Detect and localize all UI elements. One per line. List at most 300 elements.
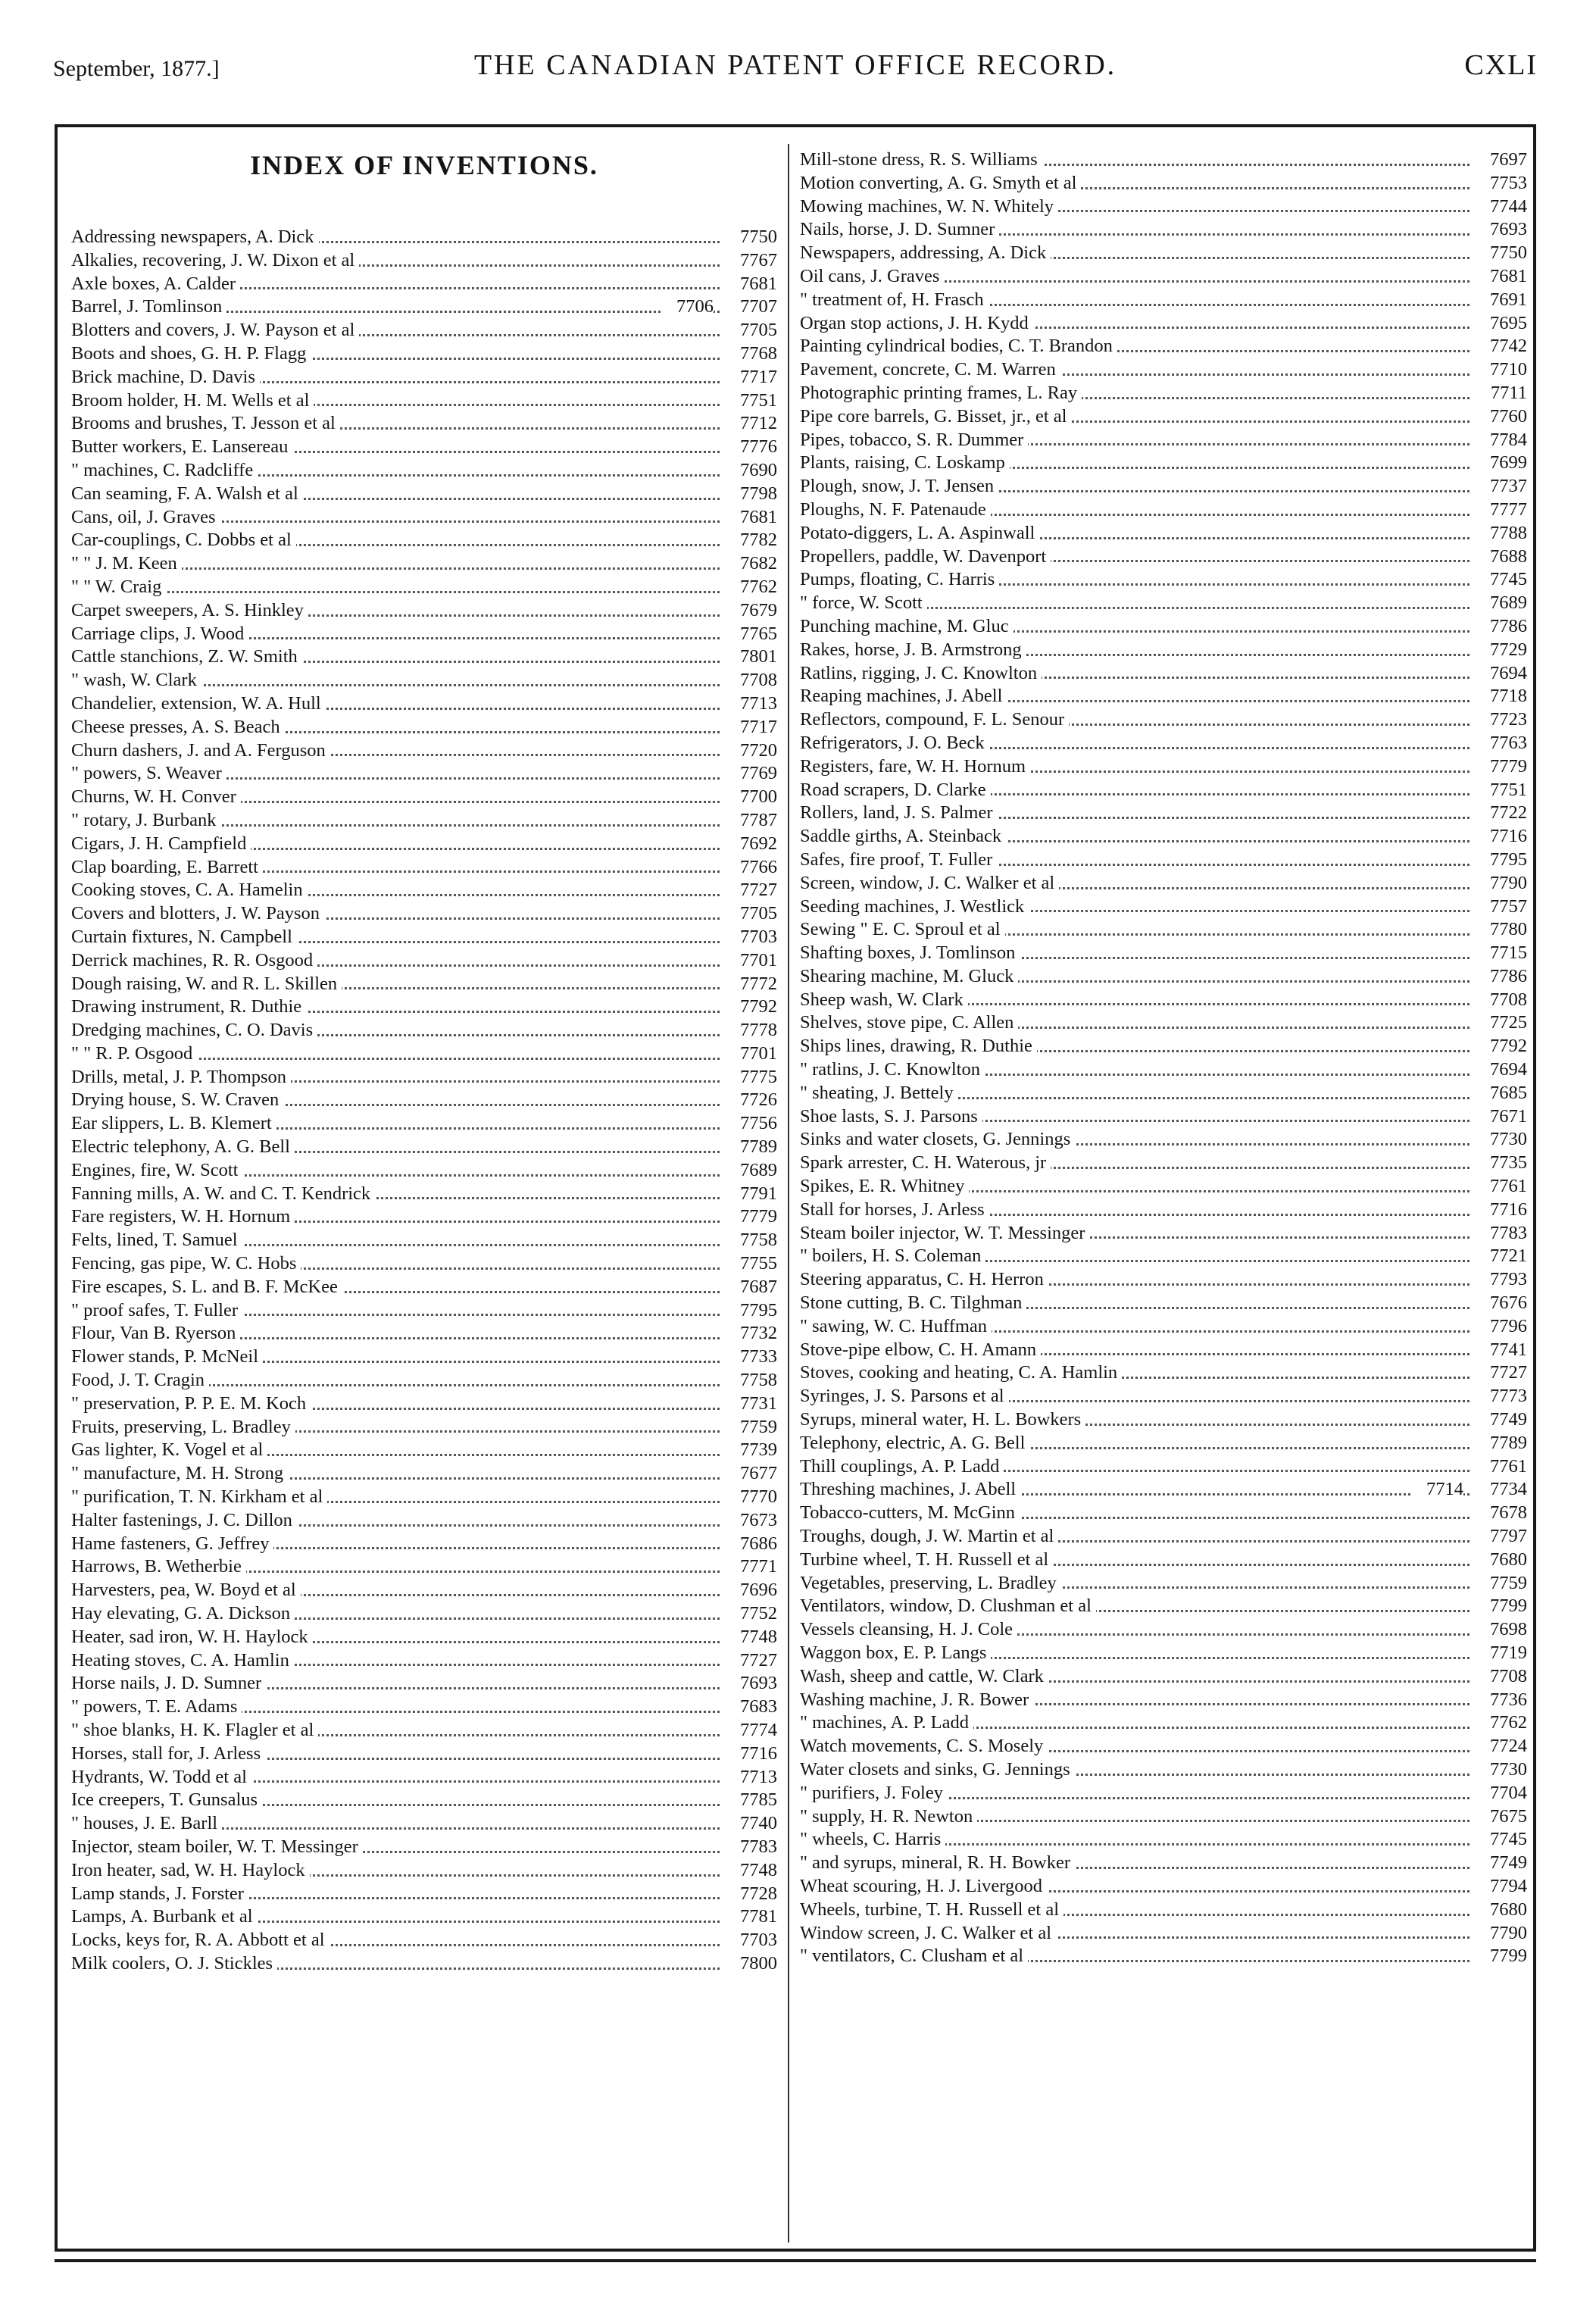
entry-number: 7687: [723, 1276, 777, 1299]
entry-number: 7726: [723, 1089, 777, 1112]
entry-number: 7800: [723, 1952, 777, 1976]
index-entry: [800, 522, 1527, 545]
entry-text: Shoe lasts, S. J. Parsons: [800, 1106, 982, 1127]
entry-number: 7693: [1473, 218, 1527, 242]
index-entry: [800, 1828, 1527, 1852]
index-entry: [800, 1408, 1527, 1432]
index-entry: [800, 545, 1527, 569]
entry-number: 7694: [1473, 662, 1527, 686]
entry-text: Food, J. T. Cragin: [71, 1370, 209, 1390]
entry-number: 7792: [1473, 1035, 1527, 1058]
entry-number: 7785: [723, 1789, 777, 1812]
entry-number: 7757: [1473, 895, 1527, 919]
entry-number: 7727: [1473, 1361, 1527, 1385]
entry-text: Shelves, stove pipe, C. Allen: [800, 1012, 1018, 1033]
entry-number: 7705: [723, 319, 777, 342]
entry-number: 7713: [723, 1766, 777, 1789]
entry-number: 7688: [1473, 545, 1527, 569]
entry-number: 7749: [1473, 1852, 1527, 1875]
entry-text: Dredging machines, C. O. Davis: [71, 1020, 317, 1040]
entry-number: 7724: [1473, 1735, 1527, 1758]
index-entry: [71, 1836, 777, 1859]
column-divider: [788, 144, 789, 2243]
entry-text: Locks, keys for, R. A. Abbott et al: [71, 1930, 330, 1950]
entry-text: Registers, fare, W. H. Hornum: [800, 756, 1030, 777]
entry-number: 7719: [1473, 1642, 1527, 1665]
entry-text: Punching machine, M. Gluc: [800, 616, 1014, 636]
entry-text: Watch movements, C. S. Mosely: [800, 1736, 1048, 1756]
entry-text: Carpet sweepers, A. S. Hinkley: [71, 600, 308, 620]
entry-text: Stall for horses, J. Arless: [800, 1199, 989, 1220]
entry-number: 7778: [723, 1019, 777, 1042]
entry-text: Screen, window, J. C. Walker et al: [800, 873, 1059, 893]
bottom-rule: [55, 2259, 1536, 2262]
index-entry: [800, 615, 1527, 639]
index-entry: [800, 1852, 1527, 1875]
entry-number: 7756: [723, 1112, 777, 1136]
entry-text: " sheating, J. Bettely: [800, 1083, 958, 1103]
entry-number: 7792: [723, 995, 777, 1019]
entry-number: 7739: [723, 1439, 777, 1462]
index-entry: [71, 995, 777, 1019]
index-entry: [800, 1105, 1527, 1129]
entry-text: Chandelier, extension, W. A. Hull: [71, 693, 326, 714]
entry-number: 7733: [723, 1346, 777, 1369]
entry-number: 7771: [723, 1555, 777, 1579]
index-entry: [71, 833, 777, 856]
entry-text: Fire escapes, S. L. and B. F. McKee: [71, 1277, 342, 1297]
entry-number: 7798: [723, 483, 777, 506]
entry-text: Fare registers, W. H. Hornum: [71, 1206, 295, 1227]
index-entry: [71, 1766, 777, 1789]
entry-number: 7712: [723, 412, 777, 436]
entry-text: Iron heater, sad, W. H. Haylock: [71, 1860, 310, 1880]
index-entry: [800, 1082, 1527, 1105]
entry-text: Gas lighter, K. Vogel et al: [71, 1439, 267, 1460]
entry-text: Lamp stands, J. Forster: [71, 1883, 248, 1904]
entry-number: 7689: [1473, 592, 1527, 615]
index-entry: [71, 366, 777, 389]
entry-number: 7794: [1473, 1875, 1527, 1899]
entry-number: 7671: [1473, 1105, 1527, 1129]
index-entry: [800, 1128, 1527, 1152]
entry-text: Felts, lined, T. Samuel: [71, 1230, 242, 1250]
index-entry: [800, 942, 1527, 965]
index-entry: [800, 382, 1527, 405]
index-entry: [71, 1322, 777, 1346]
index-entry: [800, 802, 1527, 825]
entry-text: " wheels, C. Harris: [800, 1829, 945, 1849]
entry-number: 7786: [1473, 615, 1527, 639]
entry-text: Troughs, dough, J. W. Martin et al: [800, 1526, 1058, 1546]
index-entry: [71, 692, 777, 716]
index-entry: [71, 1672, 777, 1696]
index-entry: [800, 592, 1527, 615]
index-entry: [800, 849, 1527, 872]
index-entry: [800, 429, 1527, 452]
entry-number: 7711: [1473, 382, 1527, 405]
header-title: THE CANADIAN PATENT OFFICE RECORD.: [473, 49, 1117, 81]
entry-number: 7767: [723, 249, 777, 273]
entry-text: Injector, steam boiler, W. T. Messinger: [71, 1836, 363, 1857]
entry-number: 7732: [723, 1322, 777, 1346]
entry-text: Drying house, S. W. Craven: [71, 1089, 283, 1110]
index-entry: [71, 342, 777, 366]
entry-text: " rotary, J. Burbank: [71, 810, 220, 830]
entry-text: Wheels, turbine, T. H. Russell et al: [800, 1899, 1063, 1920]
entry-number: 7760: [1473, 405, 1527, 429]
entry-number: 7790: [1473, 872, 1527, 895]
entry-number: 7692: [723, 833, 777, 856]
index-entry: [71, 1812, 777, 1836]
index-entry: [800, 1199, 1527, 1222]
entry-text: Boots and shoes, G. H. P. Flagg: [71, 343, 311, 364]
entry-text: Wheat scouring, H. J. Livergood: [800, 1876, 1047, 1896]
index-entry: [800, 289, 1527, 312]
entry-text: Alkalies, recovering, J. W. Dixon et al: [71, 250, 359, 270]
entry-number: 7717: [723, 366, 777, 389]
index-entry: [71, 1555, 777, 1579]
entry-text: Clap boarding, E. Barrett: [71, 857, 263, 877]
index-entry: [800, 1735, 1527, 1758]
entry-text: Barrel, J. Tomlinson: [71, 296, 226, 317]
entry-text: " preservation, P. P. E. M. Koch: [71, 1393, 311, 1414]
index-entry: [71, 1299, 777, 1323]
entry-text: Blotters and covers, J. W. Payson et al: [71, 320, 359, 340]
index-entry: [71, 1136, 777, 1159]
index-entry: [800, 1922, 1527, 1946]
entry-text: " ventilators, C. Clusham et al: [800, 1946, 1028, 1966]
entry-number: 7695: [1473, 312, 1527, 336]
entry-text: " " J. M. Keen: [71, 553, 182, 574]
index-entry: [71, 1392, 777, 1416]
entry-number: 7703: [723, 926, 777, 949]
entry-number: 7677: [723, 1462, 777, 1486]
entry-text: Syringes, J. S. Parsons et al: [800, 1386, 1009, 1406]
entry-number: 7713: [723, 692, 777, 716]
index-entry: [71, 273, 777, 296]
entry-text: Fanning mills, A. W. and C. T. Kendrick: [71, 1183, 375, 1204]
entry-text: Road scrapers, D. Clarke: [800, 780, 991, 800]
entry-text: Reflectors, compound, F. L. Senour: [800, 709, 1069, 730]
index-entry: [800, 1689, 1527, 1712]
index-entry: [71, 1159, 777, 1183]
index-entry: [71, 1089, 777, 1112]
entry-text: Harrows, B. Wetherbie: [71, 1556, 246, 1577]
entry-text: Cans, oil, J. Graves: [71, 507, 220, 527]
index-entry: [71, 739, 777, 763]
entry-number: 7780: [1473, 918, 1527, 942]
page-header: [53, 47, 1538, 92]
entry-number: 7748: [723, 1626, 777, 1649]
index-entry: [71, 295, 777, 319]
index-entry: [71, 1462, 777, 1486]
entry-text: Churn dashers, J. and A. Ferguson: [71, 740, 330, 761]
index-entry: [71, 412, 777, 436]
entry-text: Engines, fire, W. Scott: [71, 1160, 242, 1180]
entry-number: 7716: [1473, 1199, 1527, 1222]
entry-text: Rollers, land, J. S. Palmer: [800, 802, 998, 823]
index-entry: [71, 1883, 777, 1906]
entry-number: 7787: [723, 809, 777, 833]
entry-text: " houses, J. E. Barll: [71, 1813, 222, 1833]
entry-number: 7737: [1473, 475, 1527, 499]
entry-number: 7795: [1473, 849, 1527, 872]
entry-text: Hame fasteners, G. Jeffrey: [71, 1533, 273, 1554]
index-column-right: [800, 148, 1527, 1968]
entry-number: 7708: [1473, 1665, 1527, 1689]
entry-number: 7727: [723, 1649, 777, 1673]
index-entry: [71, 1183, 777, 1206]
entry-number: 7799: [1473, 1595, 1527, 1618]
index-entry: [800, 405, 1527, 429]
entry-number: 7751: [723, 389, 777, 413]
entry-number: 7690: [723, 459, 777, 483]
entry-text: Cooking stoves, C. A. Hamelin: [71, 880, 308, 900]
index-entry: [71, 669, 777, 692]
entry-number: 7723: [1473, 708, 1527, 732]
entry-number: 7758: [723, 1369, 777, 1392]
entry-number: 7699: [1473, 452, 1527, 475]
entry-text: Pumps, floating, C. Harris: [800, 569, 999, 589]
index-entry: [800, 708, 1527, 732]
index-entry: [800, 1011, 1527, 1035]
entry-number: 7715: [1473, 942, 1527, 965]
entry-text: Stove-pipe elbow, C. H. Amann: [800, 1339, 1041, 1360]
index-entry: [71, 1346, 777, 1369]
index-entry: [71, 552, 777, 576]
index-entry: [800, 1152, 1527, 1175]
entry-number: 7749: [1473, 1408, 1527, 1432]
entry-text: Rakes, horse, J. B. Armstrong: [800, 639, 1026, 660]
index-entry: [71, 973, 777, 996]
entry-text: Organ stop actions, J. H. Kydd: [800, 313, 1033, 333]
entry-number: 7681: [1473, 265, 1527, 289]
entry-number: 7694: [1473, 1058, 1527, 1082]
index-entry: [800, 568, 1527, 592]
index-entry: [71, 1112, 777, 1136]
entry-text: Hay elevating, G. A. Dickson: [71, 1603, 295, 1624]
entry-text: " powers, T. E. Adams: [71, 1696, 242, 1717]
entry-number: 7784: [1473, 429, 1527, 452]
entry-number: 7790: [1473, 1922, 1527, 1946]
entry-text: Seeding machines, J. Westlick: [800, 896, 1029, 917]
entry-text: Newspapers, addressing, A. Dick: [800, 242, 1051, 263]
entry-number: 7777: [1473, 499, 1527, 522]
entry-number: 7716: [1473, 825, 1527, 849]
index-entry: [800, 242, 1527, 265]
entry-number: 7748: [723, 1859, 777, 1883]
index-entry: [800, 335, 1527, 358]
entry-text: Halter fastenings, J. C. Dillon: [71, 1510, 297, 1530]
index-entry: [71, 1952, 777, 1976]
index-entry: [800, 1782, 1527, 1805]
index-entry: [71, 506, 777, 530]
entry-text: Axle boxes, A. Calder: [71, 273, 240, 294]
index-entry: [800, 779, 1527, 802]
index-entry: [71, 1533, 777, 1556]
index-entry: [71, 1579, 777, 1602]
index-entry: [800, 265, 1527, 289]
index-entry: [800, 1572, 1527, 1596]
entry-text: Washing machine, J. R. Bower: [800, 1689, 1033, 1710]
entry-number: 7686: [723, 1533, 777, 1556]
entry-text: Saddle girths, A. Steinback: [800, 826, 1006, 846]
entry-text: Plough, snow, J. T. Jensen: [800, 476, 998, 496]
entry-text: Brooms and brushes, T. Jesson et al: [71, 413, 340, 433]
index-entry: [800, 1549, 1527, 1572]
entry-number: 7697: [1473, 148, 1527, 172]
entry-text: " boilers, H. S. Coleman: [800, 1246, 985, 1266]
entry-text: " proof safes, T. Fuller: [71, 1300, 242, 1321]
index-entry: [71, 1602, 777, 1626]
entry-text: Hydrants, W. Todd et al: [71, 1767, 251, 1787]
entry-text: Churns, W. H. Conver: [71, 786, 241, 807]
index-entry: [800, 1315, 1527, 1339]
entry-text: " powers, S. Weaver: [71, 763, 226, 783]
entry-text: Steering apparatus, C. H. Herron: [800, 1269, 1048, 1289]
index-entry: [800, 1339, 1527, 1362]
entry-number: 7736: [1473, 1689, 1527, 1712]
entry-text: Sewing " E. C. Sproul et al: [800, 919, 1005, 939]
entry-number: 7759: [723, 1416, 777, 1439]
entry-text: Sheep wash, W. Clark: [800, 989, 968, 1010]
entry-text: " " R. P. Osgood: [71, 1043, 197, 1064]
index-entry: [800, 358, 1527, 382]
entry-text: " treatment of, H. Frasch: [800, 289, 989, 310]
entry-text: Potato-diggers, L. A. Aspinwall: [800, 523, 1039, 543]
entry-number: 7728: [723, 1883, 777, 1906]
entry-number: 7708: [723, 669, 777, 692]
entry-text: Dough raising, W. and R. L. Skillen: [71, 974, 342, 994]
entry-number: 7779: [723, 1205, 777, 1229]
index-entry: [71, 926, 777, 949]
entry-text: Stoves, cooking and heating, C. A. Hamlin: [800, 1362, 1122, 1383]
entry-number: 7797: [1473, 1525, 1527, 1549]
entry-number: 7729: [1473, 639, 1527, 662]
entry-text: Derrick machines, R. R. Osgood: [71, 950, 317, 970]
index-entry: [800, 312, 1527, 336]
entry-number: 7707: [723, 295, 777, 319]
index-entry: [800, 755, 1527, 779]
entry-text: Curtain fixtures, N. Campbell: [71, 927, 297, 947]
index-entry: [71, 389, 777, 413]
entry-list-left: [71, 226, 777, 1976]
entry-text: Butter workers, E. Lansereau: [71, 436, 292, 457]
entry-number: 7762: [1473, 1711, 1527, 1735]
entry-text: Reaping machines, J. Abell: [800, 686, 1007, 706]
entry-text: Window screen, J. C. Walker et al: [800, 1923, 1056, 1943]
entry-text: Ice creepers, T. Gunsalus: [71, 1789, 262, 1810]
index-entry: [800, 895, 1527, 919]
index-entry: [71, 1742, 777, 1766]
entry-number: 7681: [723, 273, 777, 296]
index-entry: [800, 1361, 1527, 1385]
entry-number: 7705: [723, 902, 777, 926]
entry-number: 7683: [723, 1696, 777, 1719]
entry-number: 7762: [723, 576, 777, 599]
entry-text: Flour, Van B. Ryerson: [71, 1323, 240, 1343]
entry-text: Plants, raising, C. Loskamp: [800, 452, 1010, 473]
entry-number: 7750: [1473, 242, 1527, 265]
entry-number: 7768: [723, 342, 777, 366]
entry-text: Brick machine, D. Davis: [71, 367, 260, 387]
index-entry: [71, 249, 777, 273]
entry-text: " machines, C. Radcliffe: [71, 460, 258, 480]
entry-number: 7734: [1473, 1478, 1527, 1502]
index-entry: [800, 475, 1527, 499]
entry-number: 7782: [723, 529, 777, 552]
entry-text: Mowing machines, W. N. Whitely: [800, 196, 1058, 217]
entry-text: " manufacture, M. H. Strong: [71, 1463, 288, 1483]
entry-number: 7765: [723, 623, 777, 646]
index-entry: [71, 623, 777, 646]
entry-number: 7752: [723, 1602, 777, 1626]
entry-number: 7772: [723, 973, 777, 996]
entry-number: 7716: [723, 1742, 777, 1766]
entry-number: 7693: [723, 1672, 777, 1696]
entry-text: Oil cans, J. Graves: [800, 266, 944, 286]
entry-text: Ratlins, rigging, J. C. Knowlton: [800, 663, 1042, 683]
entry-number: 7781: [723, 1905, 777, 1929]
entry-number: 7700: [723, 786, 777, 809]
index-entry: [800, 1758, 1527, 1782]
entry-text: Propellers, paddle, W. Davenport: [800, 546, 1051, 567]
header-page-number: CXLI: [1464, 49, 1538, 81]
entry-text: Waggon box, E. P. Langs: [800, 1642, 991, 1663]
index-entry: [71, 716, 777, 739]
index-entry: [71, 1626, 777, 1649]
entry-number: 7783: [1473, 1222, 1527, 1246]
index-entry: [800, 452, 1527, 475]
entry-number: 7775: [723, 1066, 777, 1089]
entry-text: Harvesters, pea, W. Boyd et al: [71, 1580, 301, 1600]
index-entry: [800, 1711, 1527, 1735]
entry-number: 7678: [1473, 1502, 1527, 1525]
entry-text: " sawing, W. C. Huffman: [800, 1316, 992, 1336]
entry-number: 7741: [1473, 1339, 1527, 1362]
entry-text: Thill couplings, A. P. Ladd: [800, 1456, 1004, 1477]
index-entry: [800, 172, 1527, 195]
index-entry: [800, 1665, 1527, 1689]
index-entry: [71, 856, 777, 880]
index-entry: [71, 1719, 777, 1742]
index-entry: [800, 1245, 1527, 1268]
index-entry: [71, 809, 777, 833]
entry-text: " machines, A. P. Ladd: [800, 1712, 973, 1733]
entry-text: Cheese presses, A. S. Beach: [71, 717, 285, 737]
entry-text: " purification, T. N. Kirkham et al: [71, 1486, 327, 1507]
entry-text: Shafting boxes, J. Tomlinson: [800, 942, 1020, 963]
entry-number: 7766: [723, 856, 777, 880]
entry-list-right: [800, 148, 1527, 1968]
entry-text: Turbine wheel, T. H. Russell et al: [800, 1549, 1053, 1570]
entry-text: Painting cylindrical bodies, C. T. Brandon: [800, 336, 1117, 356]
entry-number: 7717: [723, 716, 777, 739]
index-entry: [71, 1439, 777, 1462]
entry-number: 7795: [723, 1299, 777, 1323]
entry-number: 7744: [1473, 195, 1527, 219]
entry-number: 7779: [1473, 755, 1527, 779]
entry-text: Fencing, gas pipe, W. C. Hobs: [71, 1253, 301, 1274]
index-entry: [800, 1058, 1527, 1082]
entry-number: 7763: [1473, 732, 1527, 755]
index-entry: [800, 1222, 1527, 1246]
entry-number: 7730: [1473, 1758, 1527, 1782]
entry-text: Drawing instrument, R. Duthie: [71, 996, 306, 1017]
entry-text: Vessels cleansing, H. J. Cole: [800, 1619, 1017, 1639]
index-entry: [71, 529, 777, 552]
